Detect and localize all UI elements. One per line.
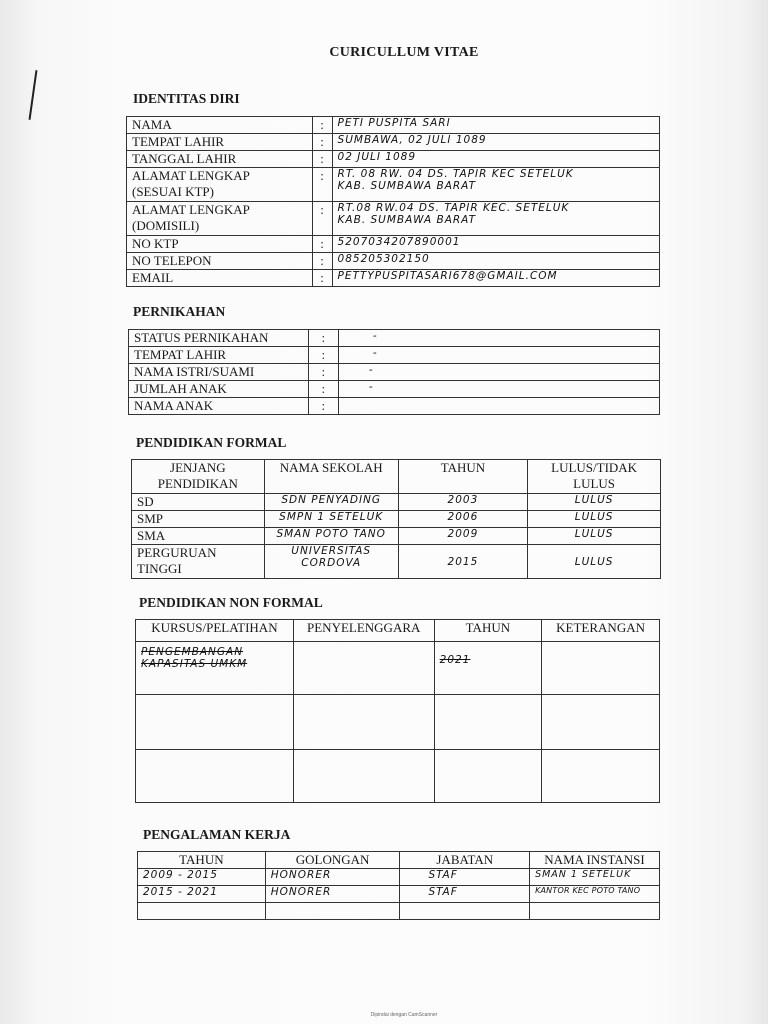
section-kerja-heading: PENGALAMAN KERJA — [143, 827, 291, 842]
row-label: TANGGAL LAHIR — [127, 151, 313, 168]
header-sekolah: NAMA SEKOLAH — [264, 460, 398, 494]
header-lulus — [528, 460, 661, 494]
cell-tahun: 2009 — [398, 528, 528, 545]
identitas-table — [126, 116, 660, 287]
cell-lulus: LULUS — [528, 545, 661, 579]
document-title: CURICULLUM VITAE — [329, 45, 479, 60]
table-row — [129, 381, 660, 398]
cell-keterangan — [542, 642, 660, 695]
cell-kursus — [136, 695, 294, 750]
label-line-2: (DOMISILI) — [132, 218, 200, 233]
colon: : — [312, 253, 332, 270]
table-row — [127, 151, 660, 168]
line-1: PENGEMBANGAN — [141, 646, 244, 658]
handwritten-value: PETTYPUSPITASARI678@GMAIL.COM — [332, 270, 659, 287]
cell-kursus — [136, 642, 294, 695]
table-row — [127, 202, 660, 236]
cell-sekolah: SDN PENYADING — [264, 494, 398, 511]
cell-jabatan — [400, 903, 530, 920]
cell-sekolah — [264, 545, 398, 579]
handwritten-value: 085205302150 — [332, 253, 659, 270]
colon: : — [312, 168, 332, 202]
scan-edge-mark — [29, 70, 38, 120]
cell-golongan: HONORER — [265, 886, 400, 903]
cell-tahun — [434, 695, 542, 750]
cell-golongan — [265, 903, 400, 920]
table-row — [132, 494, 661, 511]
table-row — [138, 903, 660, 920]
section-formal-heading: PENDIDIKAN FORMAL — [136, 435, 287, 450]
header-keterangan: KETERANGAN — [542, 620, 660, 642]
cell-lulus: LULUS — [528, 511, 661, 528]
table-row — [129, 330, 660, 347]
cell-jabatan: STAF — [400, 886, 530, 903]
cell-jenjang — [132, 545, 265, 579]
colon: : — [308, 381, 338, 398]
colon: : — [312, 236, 332, 253]
table-row — [132, 545, 661, 579]
table-row — [132, 511, 661, 528]
label-line-1: ALAMAT LENGKAP — [132, 168, 250, 183]
section-identitas-heading: IDENTITAS DIRI — [133, 91, 240, 106]
table-row — [136, 695, 660, 750]
table-row — [136, 642, 660, 695]
colon: : — [308, 398, 338, 415]
row-label: NAMA — [127, 117, 313, 134]
colon: : — [312, 270, 332, 287]
cell-tahun: 2003 — [398, 494, 528, 511]
value-line-2: KAB. SUMBAWA BARAT — [337, 180, 476, 192]
header-instansi: NAMA INSTANSI — [530, 852, 660, 869]
handwritten-value: - — [338, 347, 659, 364]
table-row — [127, 168, 660, 202]
cell-jenjang: SD — [132, 494, 265, 511]
row-label: STATUS PERNIKAHAN — [129, 330, 309, 347]
handwritten-value — [332, 202, 659, 236]
cell-tahun: 2015 — [398, 545, 528, 579]
colon: : — [308, 347, 338, 364]
header-tahun: TAHUN — [398, 460, 528, 494]
cell-jenjang: SMA — [132, 528, 265, 545]
table-row — [129, 364, 660, 381]
handwritten-value: SUMBAWA, 02 JULI 1089 — [332, 134, 659, 151]
cell-tahun: 2009 - 2015 — [138, 869, 266, 886]
table-row — [127, 270, 660, 287]
colon: : — [308, 330, 338, 347]
handwritten-value — [332, 168, 659, 202]
row-label: NO TELEPON — [127, 253, 313, 270]
table-row — [127, 236, 660, 253]
handwritten-value: - — [338, 330, 659, 347]
table-row — [127, 134, 660, 151]
handwritten-value: 5207034207890001 — [332, 236, 659, 253]
handwritten-value — [338, 398, 659, 415]
pernikahan-table — [128, 329, 660, 415]
cell-tahun: 2006 — [398, 511, 528, 528]
cell-lulus: LULUS — [528, 528, 661, 545]
row-label: NAMA ISTRI/SUAMI — [129, 364, 309, 381]
cell-keterangan — [542, 695, 660, 750]
table-row — [132, 528, 661, 545]
table-row — [138, 869, 660, 886]
line-1: UNIVERSITAS — [291, 545, 372, 557]
cell-instansi: KANTOR KEC POTO TANO — [530, 886, 660, 903]
cell-penyelenggara — [293, 750, 434, 803]
line-2: CORDOVA — [301, 557, 362, 569]
row-label — [127, 202, 313, 236]
table-row — [129, 398, 660, 415]
label-line-2: (SESUAI KTP) — [132, 184, 214, 199]
cell-jabatan: STAF — [400, 869, 530, 886]
cell-tahun: 2021 — [434, 642, 542, 695]
handwritten-value: - — [338, 381, 659, 398]
cell-instansi: SMAN 1 SETELUK — [530, 869, 660, 886]
header-kursus: KURSUS/PELATIHAN — [136, 620, 294, 642]
cell-penyelenggara — [293, 695, 434, 750]
table-header-row — [136, 620, 660, 642]
value-line-1: RT. 08 RW. 04 DS. TAPIR KEC SETELUK — [337, 168, 574, 180]
value-line-2: KAB. SUMBAWA BARAT — [337, 214, 476, 226]
cell-penyelenggara — [293, 642, 434, 695]
header-tahun: TAHUN — [434, 620, 542, 642]
row-label: EMAIL — [127, 270, 313, 287]
cell-tahun — [138, 903, 266, 920]
table-row — [136, 750, 660, 803]
cell-kursus — [136, 750, 294, 803]
row-label: TEMPAT LAHIR — [127, 134, 313, 151]
colon: : — [312, 117, 332, 134]
table-row — [127, 253, 660, 270]
header-line-1: LULUS/TIDAK — [551, 460, 638, 475]
table-row — [129, 347, 660, 364]
row-label: NO KTP — [127, 236, 313, 253]
colon: : — [312, 151, 332, 168]
header-golongan: GOLONGAN — [265, 852, 400, 869]
header-line-2: PENDIDIKAN — [157, 476, 238, 491]
cell-lulus: LULUS — [528, 494, 661, 511]
colon: : — [312, 134, 332, 151]
table-row — [127, 117, 660, 134]
kerja-table — [137, 851, 660, 920]
header-tahun: TAHUN — [138, 852, 266, 869]
cell-jenjang: SMP — [132, 511, 265, 528]
value-line-1: RT.08 RW.04 DS. TAPIR KEC. SETELUK — [337, 202, 570, 214]
nonformal-table — [135, 619, 660, 803]
scanner-footer: Dipindai dengan CamScanner — [370, 1012, 438, 1018]
label-line-1: ALAMAT LENGKAP — [132, 202, 250, 217]
cell-keterangan — [542, 750, 660, 803]
colon: : — [308, 364, 338, 381]
handwritten-value: 02 JULI 1089 — [332, 151, 659, 168]
row-label: TEMPAT LAHIR — [129, 347, 309, 364]
cell-instansi — [530, 903, 660, 920]
cell-tahun — [434, 750, 542, 803]
line-1: PERGURUAN — [137, 545, 217, 560]
row-label — [127, 168, 313, 202]
formal-table — [131, 459, 661, 579]
cell-golongan: HONORER — [265, 869, 400, 886]
handwritten-value: - — [338, 364, 659, 381]
row-label: JUMLAH ANAK — [129, 381, 309, 398]
header-line-2: LULUS — [573, 476, 616, 491]
header-penyelenggara: PENYELENGGARA — [293, 620, 434, 642]
colon: : — [312, 202, 332, 236]
header-jenjang — [132, 460, 265, 494]
header-line-1: JENJANG — [170, 460, 226, 475]
table-header-row — [138, 852, 660, 869]
line-2: KAPASITAS UMKM — [141, 658, 248, 670]
handwritten-value: PETI PUSPITA SARI — [332, 117, 659, 134]
section-pernikahan-heading: PERNIKAHAN — [133, 304, 226, 319]
table-row — [138, 886, 660, 903]
cell-sekolah: SMPN 1 SETELUK — [264, 511, 398, 528]
header-jabatan: JABATAN — [400, 852, 530, 869]
cell-sekolah: SMAN POTO TANO — [264, 528, 398, 545]
cell-tahun: 2015 - 2021 — [138, 886, 266, 903]
line-2: TINGGI — [137, 561, 182, 576]
row-label: NAMA ANAK — [129, 398, 309, 415]
section-nonformal-heading: PENDIDIKAN NON FORMAL — [139, 595, 323, 610]
table-header-row — [132, 460, 661, 494]
